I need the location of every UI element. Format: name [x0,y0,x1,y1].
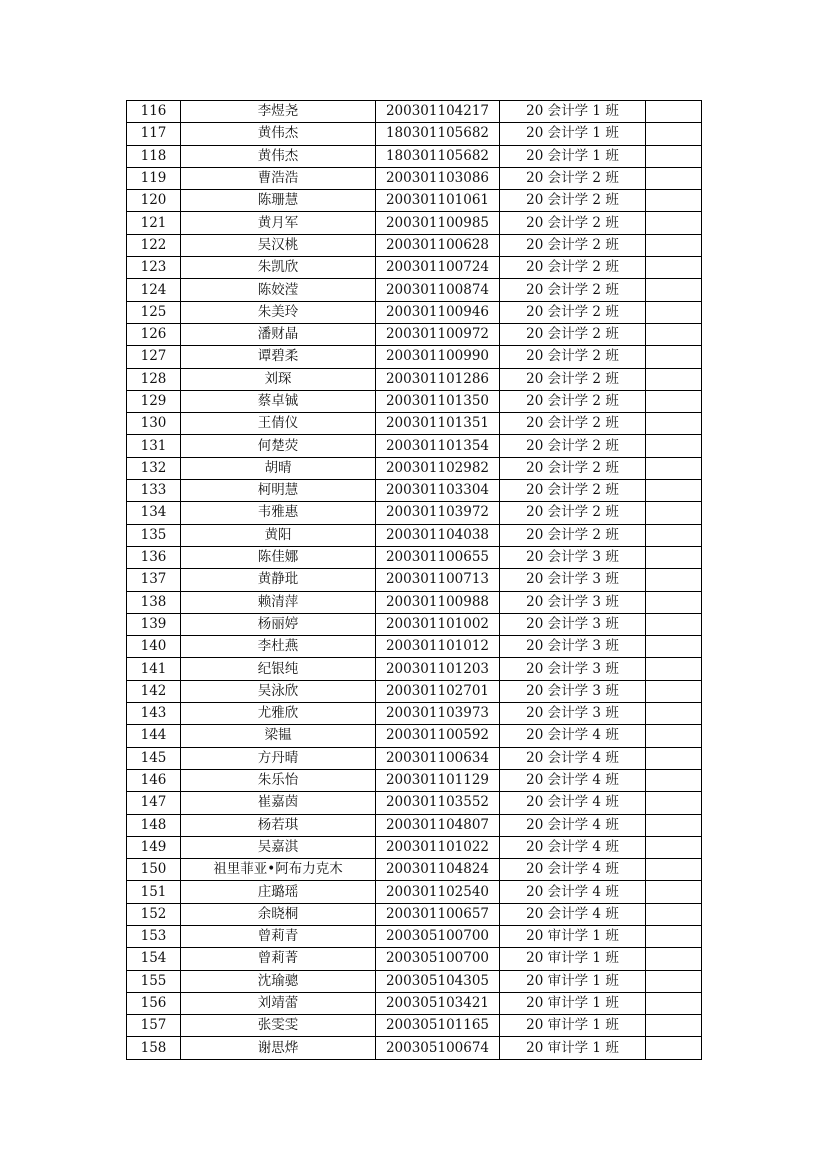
student-id: 200301102701 [376,680,500,702]
student-id: 200301104217 [376,101,500,123]
class-name: 20 审计学 1 班 [500,1037,646,1059]
row-number: 120 [127,190,181,212]
class-name: 20 会计学 2 班 [500,234,646,256]
note-cell [646,123,702,145]
table-row [127,524,702,546]
note-cell [646,881,702,903]
student-name: 蔡卓铖 [181,390,376,412]
note-cell [646,703,702,725]
class-name: 20 会计学 3 班 [500,546,646,568]
class-name: 20 会计学 2 班 [500,190,646,212]
table-row [127,502,702,524]
note-cell [646,925,702,947]
class-name: 20 会计学 4 班 [500,903,646,925]
note-cell [646,301,702,323]
class-name: 20 会计学 3 班 [500,680,646,702]
class-name: 20 审计学 1 班 [500,1015,646,1037]
row-number: 128 [127,368,181,390]
student-id: 200301101350 [376,390,500,412]
student-name: 沈瑜骢 [181,970,376,992]
student-name: 杨丽婷 [181,613,376,635]
row-number: 154 [127,948,181,970]
table-row [127,1037,702,1059]
table-row [127,836,702,858]
table-row [127,1015,702,1037]
row-number: 133 [127,480,181,502]
note-cell [646,145,702,167]
table-row [127,725,702,747]
student-name: 吴嘉淇 [181,836,376,858]
student-name: 柯明慧 [181,480,376,502]
row-number: 116 [127,101,181,123]
table-row [127,279,702,301]
student-id: 200305100700 [376,925,500,947]
student-id: 200301101129 [376,769,500,791]
student-name: 朱凯欣 [181,257,376,279]
class-name: 20 会计学 2 班 [500,413,646,435]
class-name: 20 会计学 4 班 [500,725,646,747]
class-name: 20 会计学 2 班 [500,167,646,189]
note-cell [646,480,702,502]
student-id: 200301100655 [376,546,500,568]
student-id: 200305103421 [376,992,500,1014]
student-id: 200301101351 [376,413,500,435]
note-cell [646,190,702,212]
student-name: 王倩仪 [181,413,376,435]
student-id: 200301100713 [376,569,500,591]
table-row [127,703,702,725]
note-cell [646,457,702,479]
row-number: 135 [127,524,181,546]
class-name: 20 会计学 1 班 [500,145,646,167]
table-row [127,457,702,479]
row-number: 142 [127,680,181,702]
student-name: 谭碧柔 [181,346,376,368]
student-id: 200301100946 [376,301,500,323]
class-name: 20 会计学 2 班 [500,524,646,546]
note-cell [646,680,702,702]
student-id: 200301102540 [376,881,500,903]
note-cell [646,569,702,591]
student-name: 胡晴 [181,457,376,479]
note-cell [646,636,702,658]
student-name: 韦雅惠 [181,502,376,524]
student-id: 200301104807 [376,814,500,836]
row-number: 140 [127,636,181,658]
table-row [127,680,702,702]
row-number: 136 [127,546,181,568]
student-name: 李杜燕 [181,636,376,658]
table-row [127,814,702,836]
student-name: 杨若琪 [181,814,376,836]
student-name: 梁韫 [181,725,376,747]
table-row [127,636,702,658]
student-name: 朱美玲 [181,301,376,323]
class-name: 20 审计学 1 班 [500,970,646,992]
row-number: 152 [127,903,181,925]
note-cell [646,591,702,613]
table-row [127,792,702,814]
student-id: 200301104824 [376,859,500,881]
row-number: 137 [127,569,181,591]
student-name: 祖里菲亚•阿布力克木 [181,859,376,881]
table-row [127,903,702,925]
student-id: 200301101354 [376,435,500,457]
table-row [127,613,702,635]
row-number: 124 [127,279,181,301]
class-name: 20 会计学 2 班 [500,279,646,301]
student-name: 黄阳 [181,524,376,546]
class-name: 20 会计学 3 班 [500,613,646,635]
student-id: 200301103304 [376,480,500,502]
student-id: 200301101002 [376,613,500,635]
note-cell [646,1037,702,1059]
note-cell [646,435,702,457]
row-number: 143 [127,703,181,725]
table-row [127,190,702,212]
table-row [127,769,702,791]
table-row [127,123,702,145]
class-name: 20 会计学 2 班 [500,502,646,524]
student-id: 200301100972 [376,323,500,345]
note-cell [646,502,702,524]
student-id: 200301100592 [376,725,500,747]
student-name: 何楚荧 [181,435,376,457]
student-id: 200305104305 [376,970,500,992]
row-number: 130 [127,413,181,435]
student-name: 庄璐瑶 [181,881,376,903]
row-number: 145 [127,747,181,769]
row-number: 117 [127,123,181,145]
student-name: 尤雅欣 [181,703,376,725]
roster-body [127,101,702,1060]
class-name: 20 审计学 1 班 [500,992,646,1014]
note-cell [646,101,702,123]
note-cell [646,792,702,814]
student-name: 黄静玭 [181,569,376,591]
class-name: 20 会计学 1 班 [500,123,646,145]
class-name: 20 会计学 2 班 [500,257,646,279]
row-number: 138 [127,591,181,613]
table-row [127,413,702,435]
table-row [127,301,702,323]
table-row [127,546,702,568]
note-cell [646,524,702,546]
note-cell [646,368,702,390]
class-name: 20 会计学 4 班 [500,769,646,791]
note-cell [646,613,702,635]
class-name: 20 会计学 2 班 [500,323,646,345]
note-cell [646,769,702,791]
note-cell [646,970,702,992]
note-cell [646,323,702,345]
student-id: 200301100628 [376,234,500,256]
note-cell [646,1015,702,1037]
row-number: 148 [127,814,181,836]
class-name: 20 会计学 2 班 [500,435,646,457]
table-row [127,658,702,680]
row-number: 118 [127,145,181,167]
class-name: 20 会计学 3 班 [500,591,646,613]
table-row [127,167,702,189]
note-cell [646,992,702,1014]
table-row [127,992,702,1014]
student-name: 黄月军 [181,212,376,234]
class-name: 20 审计学 1 班 [500,925,646,947]
student-name: 余晓桐 [181,903,376,925]
class-name: 20 会计学 4 班 [500,792,646,814]
note-cell [646,814,702,836]
row-number: 131 [127,435,181,457]
class-name: 20 会计学 3 班 [500,569,646,591]
note-cell [646,747,702,769]
student-id: 200301100657 [376,903,500,925]
row-number: 134 [127,502,181,524]
student-id: 200301100988 [376,591,500,613]
note-cell [646,725,702,747]
class-name: 20 会计学 4 班 [500,814,646,836]
class-name: 20 会计学 4 班 [500,859,646,881]
row-number: 126 [127,323,181,345]
student-name: 刘靖蕾 [181,992,376,1014]
row-number: 157 [127,1015,181,1037]
student-name: 吴汉桃 [181,234,376,256]
student-name: 吴泳欣 [181,680,376,702]
row-number: 119 [127,167,181,189]
class-name: 20 会计学 2 班 [500,301,646,323]
table-row [127,859,702,881]
note-cell [646,234,702,256]
student-id: 200305100674 [376,1037,500,1059]
table-row [127,212,702,234]
table-row [127,145,702,167]
row-number: 144 [127,725,181,747]
row-number: 153 [127,925,181,947]
row-number: 132 [127,457,181,479]
class-name: 20 会计学 2 班 [500,212,646,234]
table-row [127,346,702,368]
student-id: 200301101061 [376,190,500,212]
student-id: 180301105682 [376,123,500,145]
row-number: 122 [127,234,181,256]
student-name: 潘财晶 [181,323,376,345]
row-number: 125 [127,301,181,323]
table-row [127,101,702,123]
row-number: 158 [127,1037,181,1059]
student-name: 朱乐怡 [181,769,376,791]
student-name: 曹浩浩 [181,167,376,189]
note-cell [646,546,702,568]
table-row [127,881,702,903]
student-id: 180301105682 [376,145,500,167]
student-id: 200301103086 [376,167,500,189]
student-id: 200305101165 [376,1015,500,1037]
student-name: 黄伟杰 [181,145,376,167]
class-name: 20 会计学 3 班 [500,703,646,725]
table-row [127,569,702,591]
row-number: 151 [127,881,181,903]
note-cell [646,346,702,368]
table-row [127,435,702,457]
student-name: 张雯雯 [181,1015,376,1037]
class-name: 20 审计学 1 班 [500,948,646,970]
note-cell [646,279,702,301]
row-number: 147 [127,792,181,814]
student-name: 陈佳娜 [181,546,376,568]
table-row [127,368,702,390]
student-name: 陈姣滢 [181,279,376,301]
class-name: 20 会计学 4 班 [500,747,646,769]
row-number: 127 [127,346,181,368]
student-id: 200301101286 [376,368,500,390]
table-row [127,747,702,769]
row-number: 129 [127,390,181,412]
class-name: 20 会计学 4 班 [500,836,646,858]
student-id: 200301101022 [376,836,500,858]
student-id: 200301103552 [376,792,500,814]
student-id: 200301104038 [376,524,500,546]
row-number: 141 [127,658,181,680]
note-cell [646,948,702,970]
student-name: 谢思烨 [181,1037,376,1059]
table-row [127,390,702,412]
row-number: 139 [127,613,181,635]
student-name: 刘琛 [181,368,376,390]
note-cell [646,859,702,881]
class-name: 20 会计学 4 班 [500,881,646,903]
note-cell [646,836,702,858]
student-name: 李煜尧 [181,101,376,123]
student-name: 方丹晴 [181,747,376,769]
student-id: 200301103973 [376,703,500,725]
student-id: 200301103972 [376,502,500,524]
student-name: 曾莉菁 [181,948,376,970]
table-row [127,591,702,613]
row-number: 121 [127,212,181,234]
student-name: 黄伟杰 [181,123,376,145]
note-cell [646,390,702,412]
note-cell [646,167,702,189]
table-row [127,925,702,947]
note-cell [646,212,702,234]
table-row [127,480,702,502]
table-row [127,970,702,992]
student-id: 200301100985 [376,212,500,234]
note-cell [646,413,702,435]
row-number: 146 [127,769,181,791]
student-id: 200301101012 [376,636,500,658]
class-name: 20 会计学 2 班 [500,457,646,479]
class-name: 20 会计学 1 班 [500,101,646,123]
student-name: 崔嘉茵 [181,792,376,814]
class-name: 20 会计学 2 班 [500,480,646,502]
student-id: 200301100990 [376,346,500,368]
class-name: 20 会计学 3 班 [500,636,646,658]
class-name: 20 会计学 3 班 [500,658,646,680]
student-name: 陈珊慧 [181,190,376,212]
student-id: 200301100634 [376,747,500,769]
table-row [127,234,702,256]
table-row [127,323,702,345]
class-name: 20 会计学 2 班 [500,368,646,390]
note-cell [646,903,702,925]
note-cell [646,658,702,680]
table-row [127,948,702,970]
row-number: 150 [127,859,181,881]
student-name: 曾莉青 [181,925,376,947]
student-name: 赖清萍 [181,591,376,613]
row-number: 156 [127,992,181,1014]
row-number: 123 [127,257,181,279]
class-name: 20 会计学 2 班 [500,346,646,368]
student-roster-table [126,100,702,1060]
note-cell [646,257,702,279]
student-id: 200301100874 [376,279,500,301]
row-number: 155 [127,970,181,992]
class-name: 20 会计学 2 班 [500,390,646,412]
student-id: 200301102982 [376,457,500,479]
table-row [127,257,702,279]
student-id: 200305100700 [376,948,500,970]
row-number: 149 [127,836,181,858]
student-name: 纪银纯 [181,658,376,680]
student-id: 200301100724 [376,257,500,279]
student-id: 200301101203 [376,658,500,680]
